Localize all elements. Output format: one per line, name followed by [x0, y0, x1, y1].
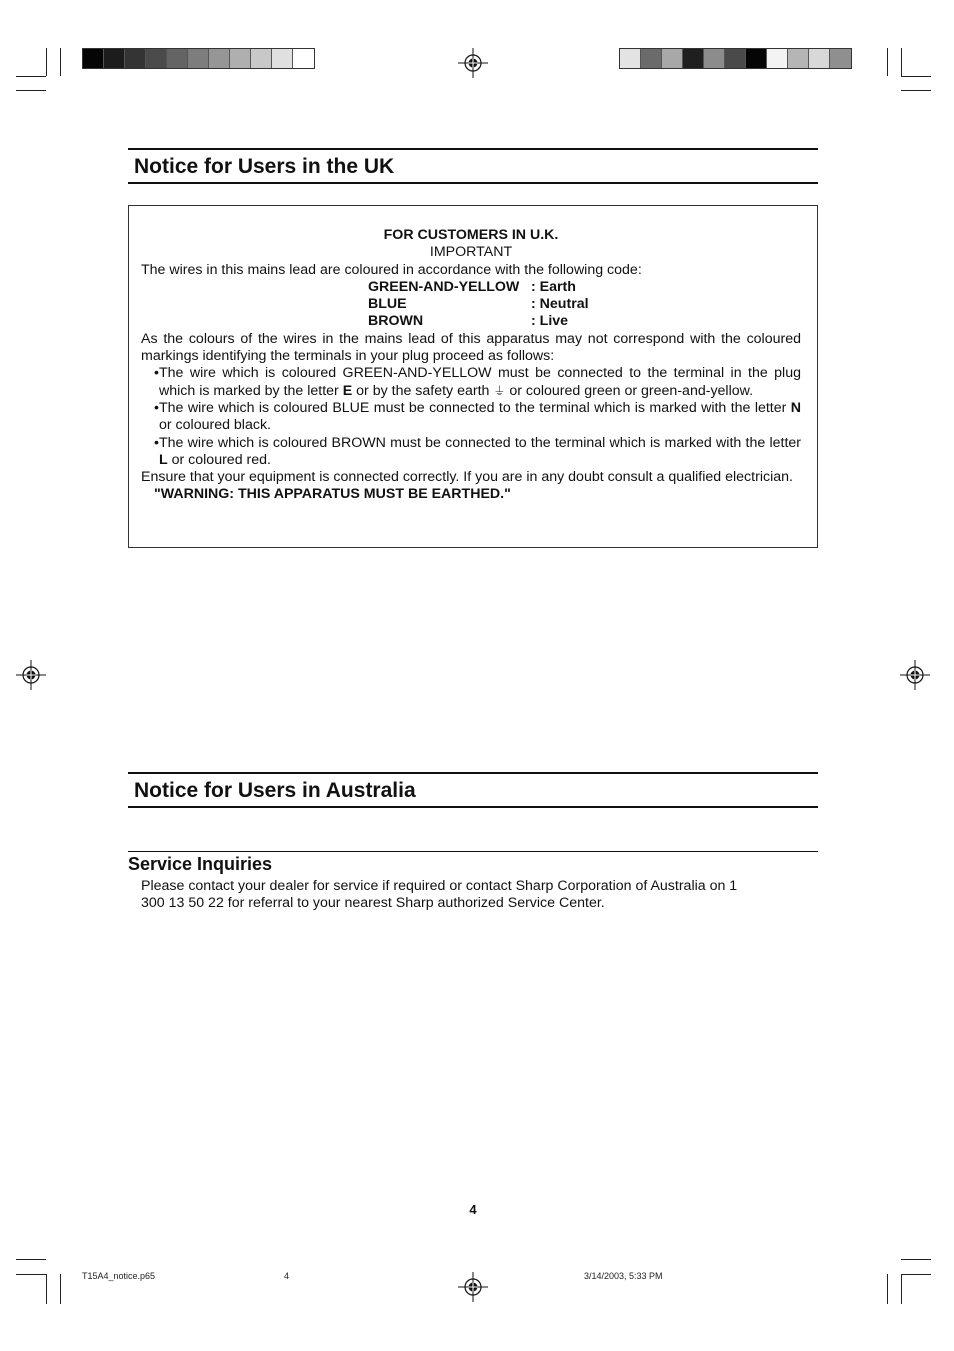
color-swatch [293, 49, 314, 68]
crop-mark [60, 48, 61, 76]
notice-ensure: Ensure that your equipment is connected correctly. If you are in any doubt consult a qualified electrician. [141, 469, 793, 486]
crop-mark [901, 1274, 902, 1304]
crop-mark [16, 1259, 46, 1260]
color-swatch [725, 49, 746, 68]
color-swatch [704, 49, 725, 68]
crop-mark [887, 48, 888, 76]
color-swatch [146, 49, 167, 68]
crop-mark [16, 76, 46, 77]
bullet-text: The wire which is coloured GREEN-AND-YELLOW must be connected to the terminal in the plug which is marked by the letter E or by the safety earth ⏚ or coloured green or green-and-yellow. [159, 365, 801, 399]
wire-code-row [368, 313, 801, 330]
registration-mark-icon [16, 660, 46, 690]
crop-mark [901, 1274, 931, 1275]
uk-notice-box [128, 205, 818, 548]
bullet-icon: • [154, 399, 159, 416]
wire-code-row [368, 296, 801, 313]
color-swatch [251, 49, 272, 68]
au-section-header [128, 772, 818, 808]
crop-mark [901, 76, 931, 77]
page-number: 4 [469, 1202, 477, 1217]
notice-warning: "WARNING: THIS APPARATUS MUST BE EARTHED." [154, 486, 511, 503]
earth-icon: ⏚ [493, 383, 506, 398]
color-swatch [188, 49, 209, 68]
list-item [141, 365, 801, 400]
wire-meaning: : Earth [531, 278, 576, 295]
wire-color: BROWN [368, 313, 424, 330]
color-swatch [230, 49, 251, 68]
notice-paragraph: As the colours of the wires in the mains lead of this apparatus may not correspond with the coloured markings identifying the terminals in your plug proceed as follows: [141, 330, 801, 365]
wire-meaning: : Neutral [531, 296, 589, 313]
registration-mark-icon [458, 48, 488, 78]
color-swatch [620, 49, 641, 68]
uk-section-title: Notice for Users in the UK [134, 155, 395, 178]
color-swatch [125, 49, 146, 68]
crop-mark [901, 90, 931, 91]
list-item [141, 400, 801, 435]
crop-mark [901, 1259, 931, 1260]
color-swatch [209, 49, 230, 68]
color-swatch [83, 49, 104, 68]
notice-heading: FOR CUSTOMERS IN U.K. [383, 227, 559, 243]
color-bar-right [619, 48, 852, 69]
service-inquiries-title: Service Inquiries [128, 854, 273, 874]
registration-mark-icon [900, 660, 930, 690]
wire-color: BLUE [368, 296, 407, 313]
color-bar-left [82, 48, 315, 69]
footer-timestamp: 3/14/2003, 5:33 PM [584, 1271, 663, 1281]
color-swatch [683, 49, 704, 68]
registration-mark-icon [458, 1272, 488, 1302]
crop-mark [16, 90, 46, 91]
divider [128, 851, 818, 852]
uk-section-header [128, 148, 818, 184]
footer-page: 4 [284, 1271, 290, 1281]
bullet-icon: • [154, 434, 159, 451]
service-inquiries-body: Please contact your dealer for service if required or contact Sharp Corporation of Australia on 1 300 13 50 22 for referral to your nearest Sharp authorized Service Center. [141, 878, 738, 912]
crop-mark [887, 1274, 888, 1304]
list-item [141, 435, 801, 470]
bullet-icon: • [154, 365, 159, 382]
notice-subheading: IMPORTANT [429, 244, 513, 261]
crop-mark [60, 1274, 61, 1304]
bullet-text: The wire which is coloured BLUE must be connected to the terminal which is marked with the letter N or coloured black. [159, 399, 801, 434]
crop-mark [46, 1274, 47, 1304]
footer-filename: T15A4_notice.p65 [82, 1271, 156, 1281]
color-swatch [662, 49, 683, 68]
color-swatch [167, 49, 188, 68]
color-swatch [272, 49, 293, 68]
wire-code-row [368, 279, 801, 296]
wire-meaning: : Live [531, 313, 569, 330]
crop-mark [46, 48, 47, 76]
wire-code-table [368, 279, 801, 331]
color-swatch [104, 49, 125, 68]
color-swatch [641, 49, 662, 68]
color-swatch [830, 49, 851, 68]
color-swatch [809, 49, 830, 68]
au-section-title: Notice for Users in Australia [134, 779, 416, 802]
color-swatch [788, 49, 809, 68]
crop-mark [16, 1274, 46, 1275]
wire-color: GREEN-AND-YELLOW [368, 278, 520, 295]
color-swatch [767, 49, 788, 68]
bullet-text: The wire which is coloured BROWN must be connected to the terminal which is marked with the letter L or coloured red. [159, 434, 801, 468]
notice-intro: The wires in this mains lead are coloured in accordance with the following code: [141, 261, 642, 278]
crop-mark [901, 48, 902, 76]
color-swatch [746, 49, 767, 68]
